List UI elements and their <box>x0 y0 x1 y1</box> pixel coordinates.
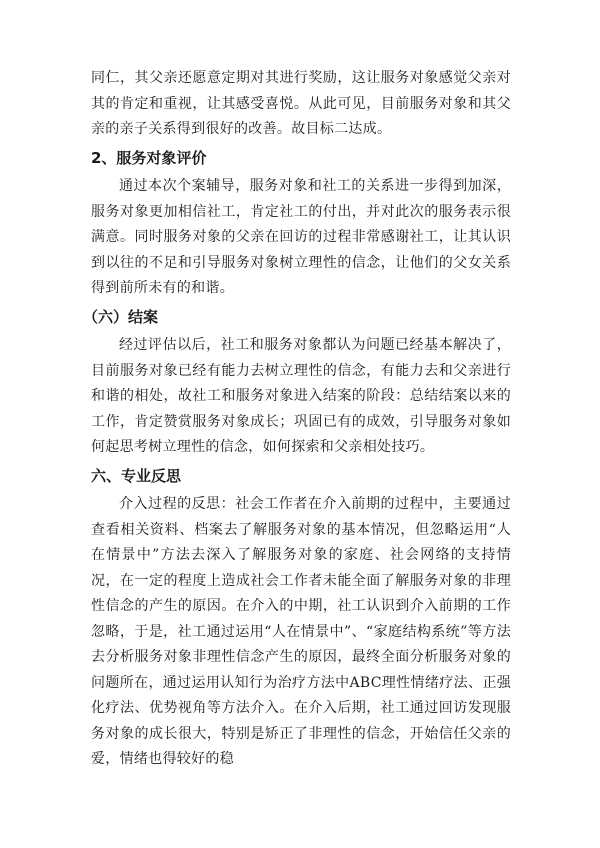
document-body <box>83 66 511 773</box>
section-heading-professional-reflection: 六、专业反思 <box>91 466 182 485</box>
paragraph-client-evaluation: 通过本次个案辅导，服务对象和社工的关系进一步得到加深，服务对象更加相信社工，肯定社工的付出，并对此次的服务表示很满意。同时服务对象的父亲在回访的过程非常感谢社工，让其认识到以往的不足和引导服务对象树立理性的信念，让他们的父女关系得到前所未有的和谐。 <box>91 178 511 296</box>
section-heading-client-evaluation: 2、服务对象评价 <box>91 148 207 167</box>
section-heading-case-closing: （六）结案 <box>83 307 159 326</box>
paragraph-goal-two-result: 同仁，其父亲还愿意定期对其进行奖励，这让服务对象感觉父亲对其的肯定和重视，让其感受喜悦。从此可见，目前服务对象和其父亲的亲子关系得到很好的改善。故目标二达成。 <box>91 70 511 137</box>
paragraph-intervention-reflection: 介入过程的反思：社会工作者在介入前期的过程中，主要通过查看相关资料、档案去了解服务对象的基本情况，但忽略运用“人在情景中”方法去深入了解服务对象的家庭、社会网络的支持情况，在一定的程度上造成社会工作者未能全面了解服务对象的非理性信念的产生的原因。在介入的中期，社工认识到介入前期的工作忽略，于是，社工通过运用“人在情景中”、“家庭结构系统”等方法去分析服务对象非理性信念产生的原因，最终全面分析服务对象的问题所在，通过运用认知行为治疗方法中ABC理性情绪疗法、正强化疗法、优势视角等方法介入。在介入后期，社工通过回访发现服务对象的成长很大，特别是矫正了非理性的信念，开始信任父亲的爱，情绪也得较好的稳 <box>91 496 511 767</box>
paragraph-case-closing: 经过评估以后，社工和服务对象都认为问题已经基本解决了，目前服务对象已经有能力去树立理性的信念，有能力去和父亲进行和谐的相处，故社工和服务对象进入结案的阶段：总结结案以来的工作，肯定赞赏服务对象成长；巩固已有的成效，引导服务对象如何起思考树立理性的信念，如何探索和父亲相处技巧。 <box>91 337 511 455</box>
